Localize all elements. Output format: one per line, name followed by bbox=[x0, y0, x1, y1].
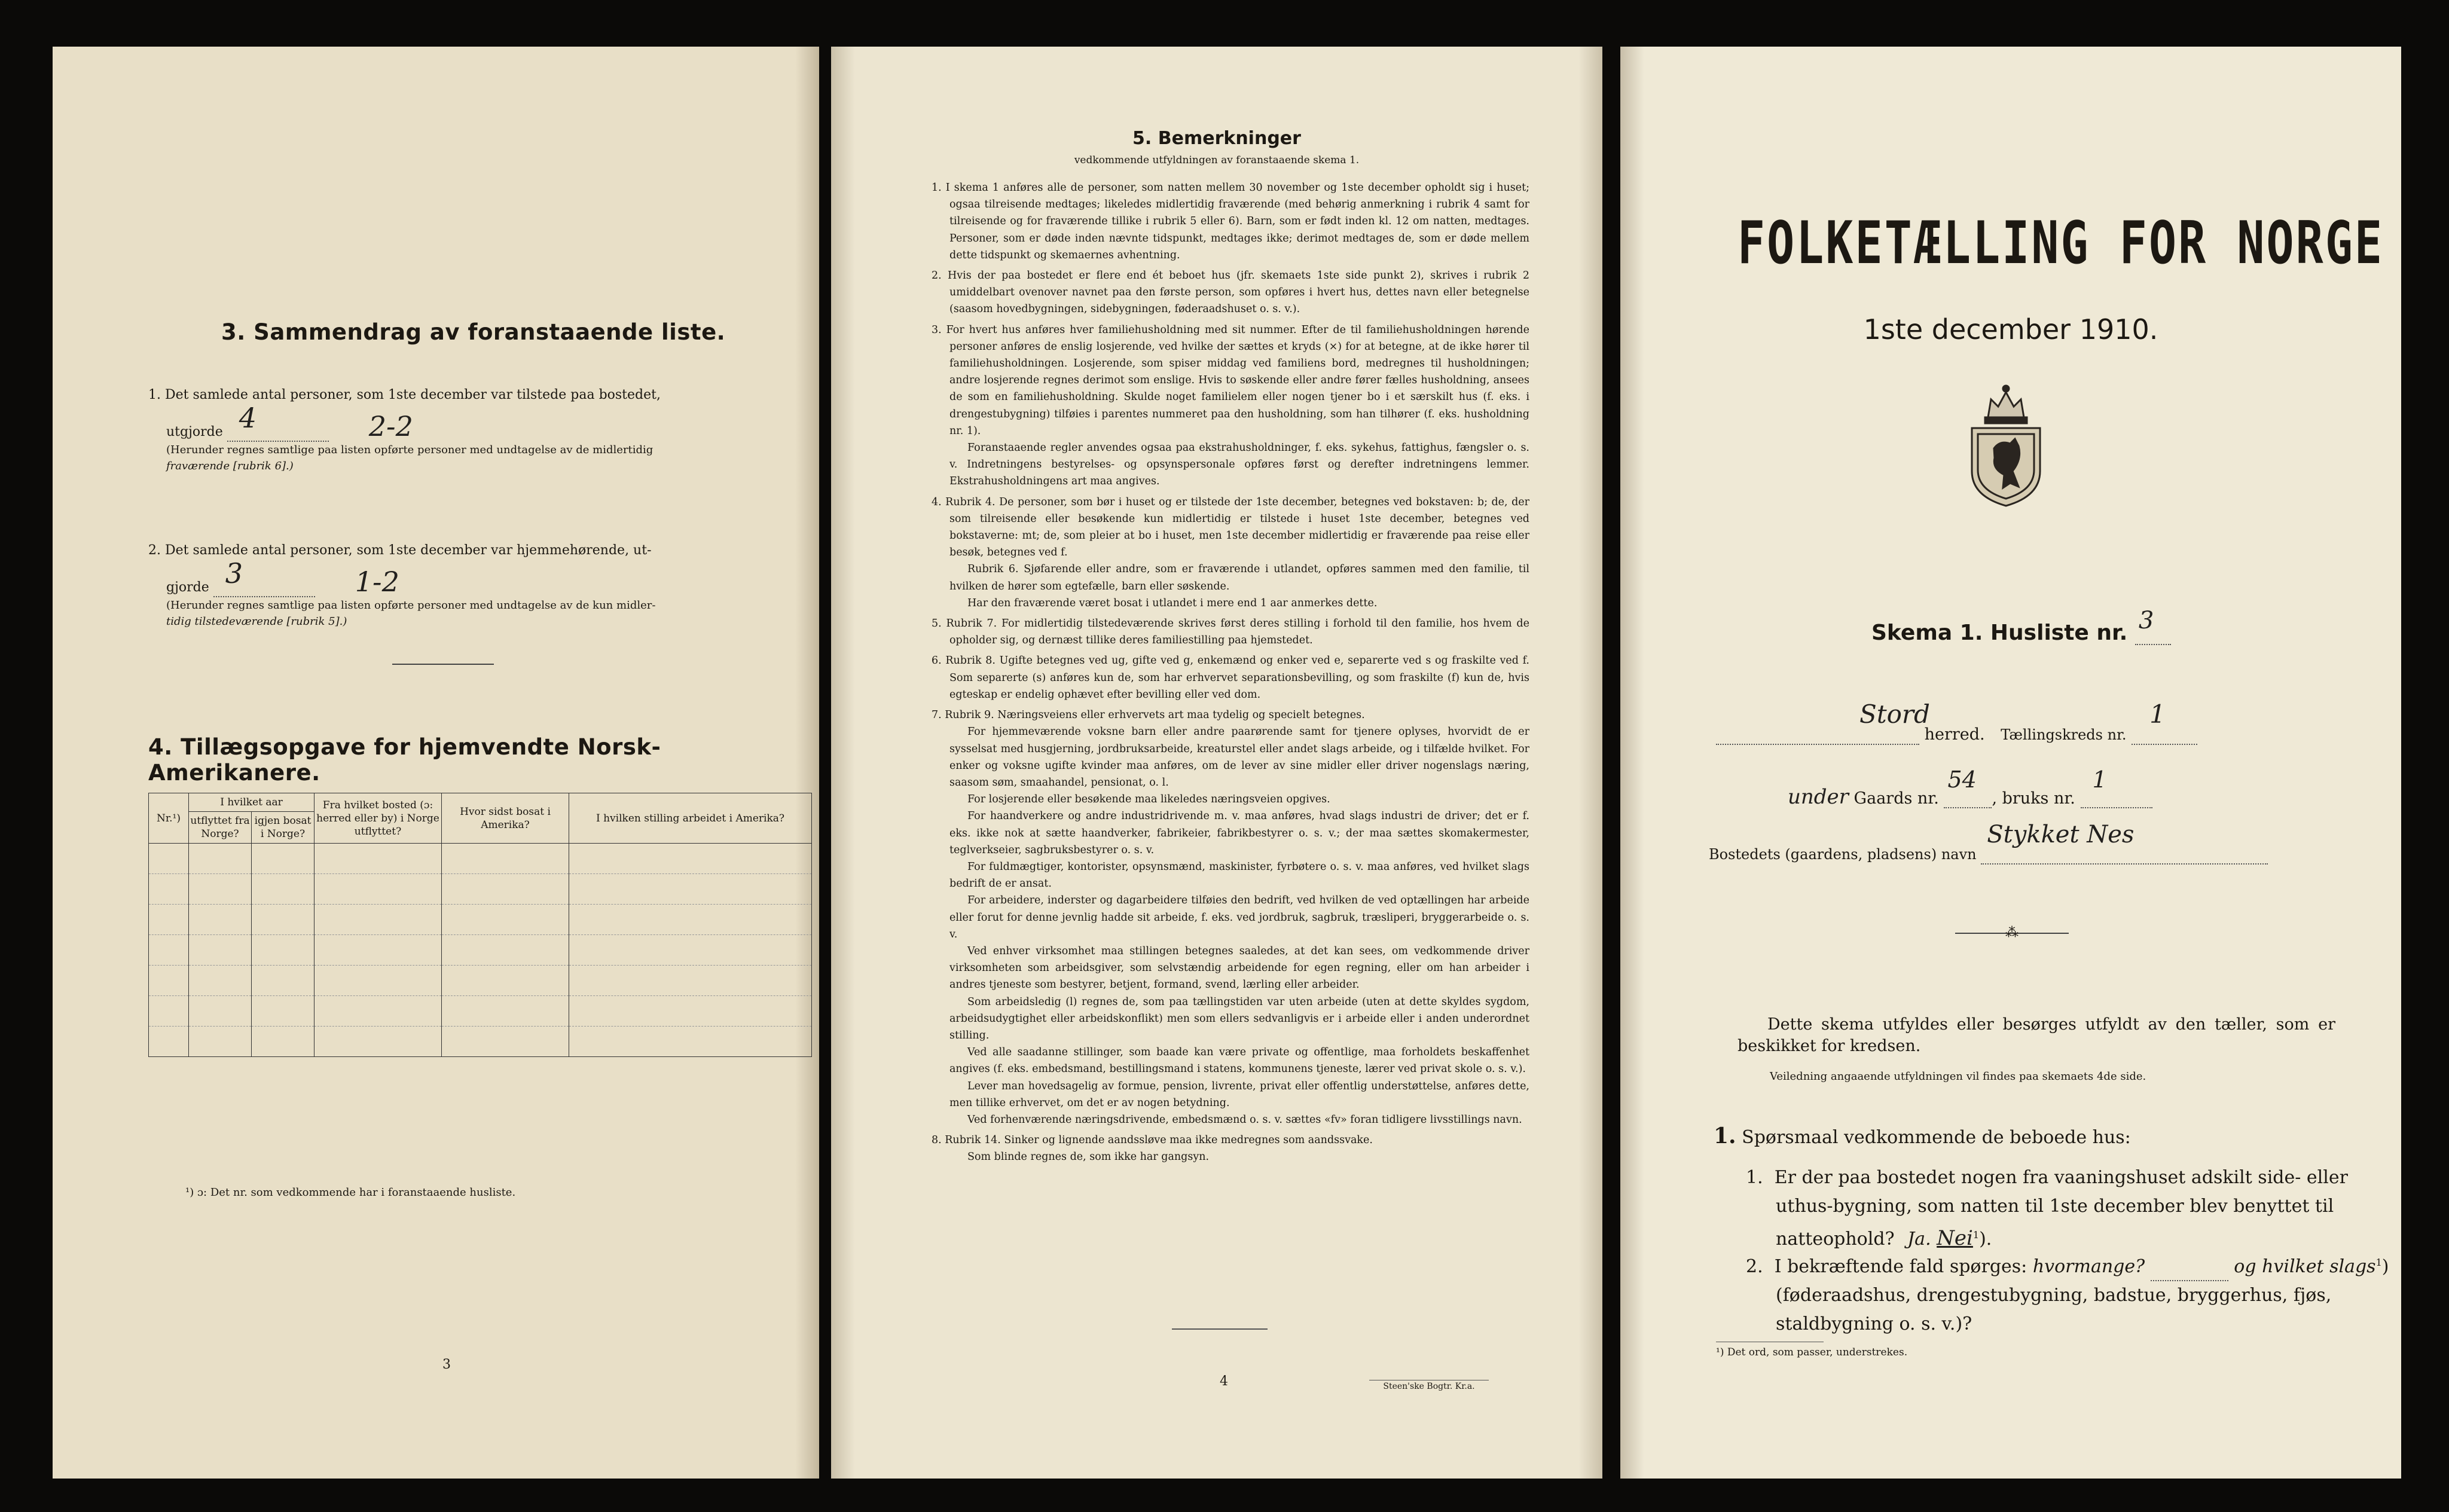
table-cell[interactable] bbox=[252, 935, 314, 966]
table-cell[interactable] bbox=[189, 966, 252, 996]
remarks-title: 5. Bemerkninger bbox=[1132, 128, 1301, 149]
gaard-line bbox=[1788, 766, 2386, 809]
table-cell[interactable] bbox=[314, 996, 442, 1027]
table-cell[interactable] bbox=[314, 844, 442, 874]
col-utflyttet: utflyttet fra Norge? bbox=[189, 812, 252, 844]
summary-item-1-annotation: 2-2 bbox=[368, 410, 413, 442]
table-cell[interactable] bbox=[252, 996, 314, 1027]
remark-7h: Ved alle saadanne stillinger, som baade kan være private og offentlige, maa forholdets beskaffenhet angives (f. eks. embedsmand, bestillingsmand i statens, kommunens tjeneste, lærer ved privat skole o. s. v.). bbox=[949, 1046, 1529, 1076]
table-cell[interactable] bbox=[569, 905, 812, 935]
remark-3: 3. For hvert hus anføres hver familiehusholdning med sit nummer. Efter de til familiehusholdningen hørende personer anføres de enslig losjerende, ved hvilke der sættes et kryds (×) for at betegne, at de ikke hører til familiehusholdningen. Losjerende, som spiser middag ved familiens bord, medregnes til husholdningen; andre losjerende regnes derimot som enslige. Hvis to søskende eller andre fører fælles husholdning, ansees de som en familiehusholdning. Skulde noget familielem eller nogen tjener bo i et særskilt hus (f. eks. i drengestubygning) tilføies i parentes nummeret paa den husholdning, som han tilhører (f. eks. husholdning nr. 1). bbox=[932, 323, 1529, 437]
section-3-title: 3. Sammendrag av foranstaaende liste. bbox=[221, 319, 726, 345]
remarks-body bbox=[932, 179, 1529, 1169]
remark-8: 8. Rubrik 14. Sinker og lignende aandssløve maa ikke medregnes som aandssvake. bbox=[932, 1134, 1373, 1147]
norsk-amerikanere-table bbox=[148, 793, 812, 1057]
table-cell[interactable] bbox=[149, 996, 189, 1027]
remark-7e: For arbeidere, inderster og dagarbeidere tilføies den bedrift, ved hvilken de ved optællingen har arbeide eller forut for denne jevnlig hadde sit arbeide, f. eks. ved jordbruk, sagbruk, træsliperi, bryggerarbeide o. s. v. bbox=[949, 894, 1529, 940]
summary-item-1-field[interactable] bbox=[227, 402, 329, 442]
summary-item-2-text: 2. Det samlede antal personer, som 1ste december var hjemmehørende, ut- bbox=[148, 543, 652, 558]
bruk-nr-value: 1 bbox=[2092, 766, 2107, 793]
bosted-value: Stykket Nes bbox=[1987, 821, 2135, 848]
table-footnote: ¹) ɔ: Det nr. som vedkommende har i foranstaaende husliste. bbox=[185, 1186, 516, 1199]
gaard-label: Gaards nr. bbox=[1853, 789, 1939, 808]
summary-item-1-label: utgjorde bbox=[166, 424, 223, 439]
gaard-prefix: under bbox=[1788, 785, 1849, 809]
remark-2: 2. Hvis der paa bostedet er flere end ét beboet hus (jfr. skemaets 1ste side punkt 2), skrives i rubrik 2 umiddelbart ovenover navnet paa den første person, som opføres i hvert hus, dettes navn eller betegnelse (saasom hovedbygningen, sidebygningen, føderaadshuset o. s. v.). bbox=[932, 270, 1529, 316]
table-row bbox=[149, 966, 812, 996]
table-cell[interactable] bbox=[442, 874, 569, 905]
tellingskreds-field[interactable] bbox=[2132, 700, 2197, 745]
tellingskreds-value: 1 bbox=[2149, 700, 2166, 729]
summary-item-2-label: gjorde bbox=[166, 580, 209, 595]
table-cell[interactable] bbox=[442, 966, 569, 996]
question-2-detail: (føderaadshus, drengestubygning, badstue, bryggerhus, fjøs, staldbygning o. s. v.)? bbox=[1776, 1285, 2332, 1334]
instruction-text: Dette skema utfyldes eller besørges utfyldt av den tæller, som er beskikket for kredsen. bbox=[1737, 1015, 2335, 1055]
instruction-note: Veiledning angaaende utfyldningen vil findes paa skemaets 4de side. bbox=[1770, 1070, 2146, 1083]
question-2-text: I bekræftende fald spørges: bbox=[1774, 1256, 2027, 1277]
remark-7: 7. Rubrik 9. Næringsveiens eller erhvervets art maa tydelig og specielt betegnes. bbox=[932, 709, 1365, 722]
remark-4b: Rubrik 6. Sjøfarende eller andre, som er fraværende i utlandet, opføres sammen med den familie, til hvilken de hører som egtefælle, barn eller søskende. bbox=[949, 563, 1529, 592]
census-title: FOLKETÆLLING FOR NORGE bbox=[1737, 209, 2384, 277]
table-cell[interactable] bbox=[569, 996, 812, 1027]
remarks-end-rule bbox=[1172, 1328, 1268, 1330]
table-cell[interactable] bbox=[442, 996, 569, 1027]
table-cell[interactable] bbox=[569, 844, 812, 874]
table-cell[interactable] bbox=[149, 844, 189, 874]
table-cell[interactable] bbox=[314, 935, 442, 966]
table-cell[interactable] bbox=[252, 966, 314, 996]
page-fold-shadow-left bbox=[831, 47, 855, 1479]
col-igjen-bosat: igjen bosat i Norge? bbox=[252, 812, 314, 844]
table-row bbox=[149, 935, 812, 966]
table-cell[interactable] bbox=[442, 844, 569, 874]
remark-7a: For hjemmeværende voksne barn eller andre paarørende samt for tjenere oplyses, hvorvidt de er sysselsat med husgjerning, jordbruksarbeide, kreaturstel eller andet slags arbeide, og i tilfælde hvilket. For enker og voksne ugifte kvinder maa anføres, om de lever av sine midler eller driver nogenslags næring, saasom søm, smaahandel, pensionat, o. l. bbox=[949, 726, 1529, 789]
herred-line bbox=[1716, 700, 2362, 745]
summary-item-2-value: 3 bbox=[225, 557, 243, 589]
summary-item-2-field[interactable] bbox=[213, 557, 315, 597]
col-group-aar: I hvilket aar bbox=[189, 793, 314, 812]
table-cell[interactable] bbox=[442, 905, 569, 935]
ornament-icon: ⁂ bbox=[2005, 925, 2019, 940]
table-cell[interactable] bbox=[189, 996, 252, 1027]
page-1 bbox=[1620, 47, 2401, 1479]
coat-of-arms-icon bbox=[1961, 381, 2051, 508]
herred-value: Stord bbox=[1859, 700, 1930, 729]
herred-field[interactable] bbox=[1716, 700, 1930, 745]
summary-item-2-sub1: (Herunder regnes samtlige paa listen opførte personer med undtagelse av de kun midler- bbox=[166, 599, 656, 612]
section-4-title: 4. Tillægsopgave for hjemvendte Norsk-Amerikanere. bbox=[148, 734, 661, 786]
question-1-ja: Ja. bbox=[1907, 1229, 1931, 1250]
table-cell[interactable] bbox=[314, 905, 442, 935]
page-3 bbox=[53, 47, 819, 1479]
page-fold-shadow-right bbox=[1578, 47, 1602, 1479]
table-cell[interactable] bbox=[189, 1027, 252, 1057]
table-cell[interactable] bbox=[149, 966, 189, 996]
table-cell[interactable] bbox=[569, 1027, 812, 1057]
summary-item-1-sub1: (Herunder regnes samtlige paa listen opførte personer med undtagelse av de midlertidig bbox=[166, 444, 654, 456]
table-cell[interactable] bbox=[149, 1027, 189, 1057]
question-1: 1. Er der paa bostedet nogen fra vaaningshuset adskilt side- eller uthus-bygning, som natten til 1ste december blev benyttet til natteophold? Ja. Nei$^1$). bbox=[1746, 1167, 2348, 1250]
table-cell[interactable] bbox=[569, 935, 812, 966]
table-cell[interactable] bbox=[149, 905, 189, 935]
remark-6: 6. Rubrik 8. Ugifte betegnes ved ug, gifte ved g, enkemænd og enker ved e, separerte ved s og fraskilte ved f. Som separerte (s) anføres kun de, som har erhvervet separationsbevilling, og som fraskilte (f) kun de, hvis egteskap er endelig ophævet efter bevilling eller ved dom. bbox=[932, 655, 1529, 701]
page-number: 4 bbox=[1220, 1374, 1228, 1389]
gaard-nr-field[interactable] bbox=[1944, 766, 1992, 808]
table-cell[interactable] bbox=[442, 1027, 569, 1057]
table-row bbox=[149, 905, 812, 935]
col-nr: Nr.¹) bbox=[149, 793, 189, 844]
skema-line bbox=[1871, 607, 2171, 645]
table-cell[interactable] bbox=[252, 874, 314, 905]
table-cell[interactable] bbox=[189, 905, 252, 935]
summary-item-2-sub2: tidig tilstedeværende [rubrik 5].) bbox=[166, 615, 347, 628]
question-2-how-field[interactable] bbox=[2151, 1262, 2228, 1281]
table-cell[interactable] bbox=[252, 844, 314, 874]
remark-7j: Ved forhenværende næringsdrivende, embedsmænd o. s. v. sættes «fv» foran tidligere livsstillings navn. bbox=[967, 1113, 1522, 1126]
section-divider bbox=[392, 664, 494, 665]
table-cell[interactable] bbox=[189, 935, 252, 966]
remark-7i: Lever man hovedsagelig av formue, pension, livrente, privat eller offentlig understøttelse, anføres dette, men tillike erhvervet, om det er av nogen betydning. bbox=[949, 1080, 1529, 1109]
remark-7f: Ved enhver virksomhet maa stillingen betegnes saaledes, at det kan sees, om vedkommende driver virksomheten som arbeidsgiver, som selvstændig arbeidende for egen regning, eller om han arbeider i andres tjeneste som bestyrer, betjent, formand, svend, lærling eller arbeider. bbox=[949, 945, 1529, 991]
table-cell[interactable] bbox=[314, 966, 442, 996]
col-stilling: I hvilken stilling arbeidet i Amerika? bbox=[569, 793, 812, 844]
question-1-answer[interactable]: Nei bbox=[1937, 1226, 1973, 1250]
questions-heading-text: Spørsmaal vedkommende de beboede hus: bbox=[1742, 1127, 2131, 1148]
table-cell[interactable] bbox=[569, 874, 812, 905]
right-footnote: ¹) Det ord, som passer, understrekes. bbox=[1716, 1346, 1908, 1358]
remark-7d: For fuldmægtiger, kontorister, opsynsmænd, maskinister, fyrbøtere o. s. v. maa anføres, ved hvilket slags bedrift de er ansat. bbox=[949, 860, 1529, 890]
herred-label: herred. bbox=[1924, 725, 1985, 744]
summary-item-1-value: 4 bbox=[239, 402, 257, 434]
husliste-nr-value: 3 bbox=[2138, 607, 2154, 634]
summary-item-1-text: 1. Det samlede antal personer, som 1ste december var tilstede paa bostedet, bbox=[148, 387, 661, 402]
bosted-field[interactable] bbox=[1981, 821, 2268, 865]
table-cell[interactable] bbox=[149, 935, 189, 966]
page-4 bbox=[831, 47, 1602, 1479]
question-2-kind: og hvilket slags bbox=[2234, 1256, 2376, 1277]
census-date: 1ste december 1910. bbox=[1863, 313, 2158, 346]
husliste-nr-field[interactable] bbox=[2135, 607, 2171, 645]
summary-item-1 bbox=[148, 385, 812, 474]
table-row bbox=[149, 844, 812, 874]
bosted-line bbox=[1709, 821, 2366, 865]
question-2-how: hvormange? bbox=[2032, 1256, 2145, 1277]
remark-7b: For losjerende eller besøkende maa likeledes næringsveien opgives. bbox=[967, 793, 1330, 806]
col-sidst-bosat: Hvor sidst bosat i Amerika? bbox=[442, 793, 569, 844]
remark-4c: Har den fraværende været bosat i utlandet i mere end 1 aar anmerkes dette. bbox=[967, 597, 1378, 609]
table-cell[interactable] bbox=[189, 874, 252, 905]
table-cell[interactable] bbox=[314, 874, 442, 905]
summary-item-1-sub2: fraværende [rubrik 6].) bbox=[166, 460, 294, 472]
remark-3b: Foranstaaende regler anvendes ogsaa paa ekstrahusholdninger, f. eks. sykehus, fattighus, fængsler o. s. v. Indretningens bestyrelses- og opsynspersonale opføres først og derefter indretningens lemmer. Ekstrahusholdningens art maa angives. bbox=[949, 442, 1529, 488]
remark-1: 1. I skema 1 anføres alle de personer, som natten mellem 30 november og 1ste december opholdt sig i huset; ogsaa tilreisende medtages; likeledes midlertidig fraværende (med behørig anmerkning i rubrik 4 samt for tilreisende og for fraværende tillike i rubrik 5 eller 6). Barn, som er født inden kl. 12 om natten, medtages. Personer, som er døde inden nævnte tidspunkt, medtages ikke; derimot medtages de, som er døde mellem dette tidspunkt og skemaernes avhentning. bbox=[932, 182, 1529, 261]
remark-4: 4. Rubrik 4. De personer, som bør i huset og er tilstede der 1ste december, betegnes ved bokstaven: b; de, der som tilreisende eller besøkende kun midlertidig er tilstede i huset 1ste december, betegnes ved bokstaverne: mt; de, som pleier at bo i huset, men 1ste december midlertidig er fraværende paa reise eller besøk, betegnes ved f. bbox=[932, 496, 1529, 559]
bruk-label: , bruks nr. bbox=[1992, 789, 2075, 808]
table-cell[interactable] bbox=[189, 844, 252, 874]
question-2: 2. I bekræftende fald spørges: hvormange? og hvilket slags$^1$) (føderaadshus, drengestubygning, badstue, bryggerhus, fjøs, staldbygning o. s. v.)? bbox=[1746, 1256, 2389, 1334]
summary-item-2-annotation: 1-2 bbox=[355, 566, 399, 598]
table-cell[interactable] bbox=[149, 874, 189, 905]
page-fold-shadow bbox=[1620, 47, 1644, 1479]
bosted-label: Bostedets (gaardens, pladsens) navn bbox=[1709, 846, 1977, 863]
questions-heading: 1. Spørsmaal vedkommende de beboede hus: bbox=[1714, 1123, 2131, 1148]
gaard-nr-value: 54 bbox=[1947, 766, 1977, 793]
table-cell[interactable] bbox=[314, 1027, 442, 1057]
remark-8b: Som blinde regnes de, som ikke har gangsyn. bbox=[967, 1151, 1210, 1163]
page-number: 3 bbox=[442, 1357, 451, 1372]
summary-item-2 bbox=[148, 540, 812, 630]
table-cell[interactable] bbox=[252, 1027, 314, 1057]
remarks-subtitle: vedkommende utfyldningen av foranstaaende skema 1. bbox=[1074, 154, 1360, 166]
remark-5: 5. Rubrik 7. For midlertidig tilstedeværende skrives først deres stilling i forhold til den familie, hos hvem de opholder sig, og dernæst tillike deres familiestilling paa hjemstedet. bbox=[932, 618, 1529, 647]
printer-mark: Steen'ske Bogtr. Kr.a. bbox=[1369, 1380, 1489, 1391]
tellingskreds-label: Tællingskreds nr. bbox=[2001, 726, 2127, 743]
remark-7g: Som arbeidsledig (l) regnes de, som paa tællingstiden var uten arbeide (uten at dette skyldes sygdom, arbeidsudygtighet eller arbeidskonflikt) men som ellers sedvanligvis er i arbeide eller i anden underordnet stilling. bbox=[949, 995, 1529, 1041]
remark-7c: For haandverkere og andre industridrivende m. v. maa anføres, hvad slags industri de driver; det er f. eks. ikke nok at sætte haandverker, fabrikeier, fabrikbestyrer o. s. v.; der maa sættes skomakermester, teglverkseier, sagbruksbestyrer o. s. v. bbox=[949, 810, 1529, 856]
table-row bbox=[149, 996, 812, 1027]
col-fra-bosted: Fra hvilket bosted (ɔ: herred eller by) i Norge utflyttet? bbox=[314, 793, 442, 844]
table-row bbox=[149, 874, 812, 905]
skema-label: Skema 1. Husliste nr. bbox=[1871, 621, 2128, 645]
table-row bbox=[149, 1027, 812, 1057]
table-cell[interactable] bbox=[442, 935, 569, 966]
question-1-text: Er der paa bostedet nogen fra vaaningshuset adskilt side- eller uthus-bygning, som natten til 1ste december blev benyttet til natteophold? bbox=[1774, 1167, 2348, 1250]
table-cell[interactable] bbox=[569, 966, 812, 996]
table-cell[interactable] bbox=[252, 905, 314, 935]
bruk-nr-field[interactable] bbox=[2081, 766, 2152, 808]
